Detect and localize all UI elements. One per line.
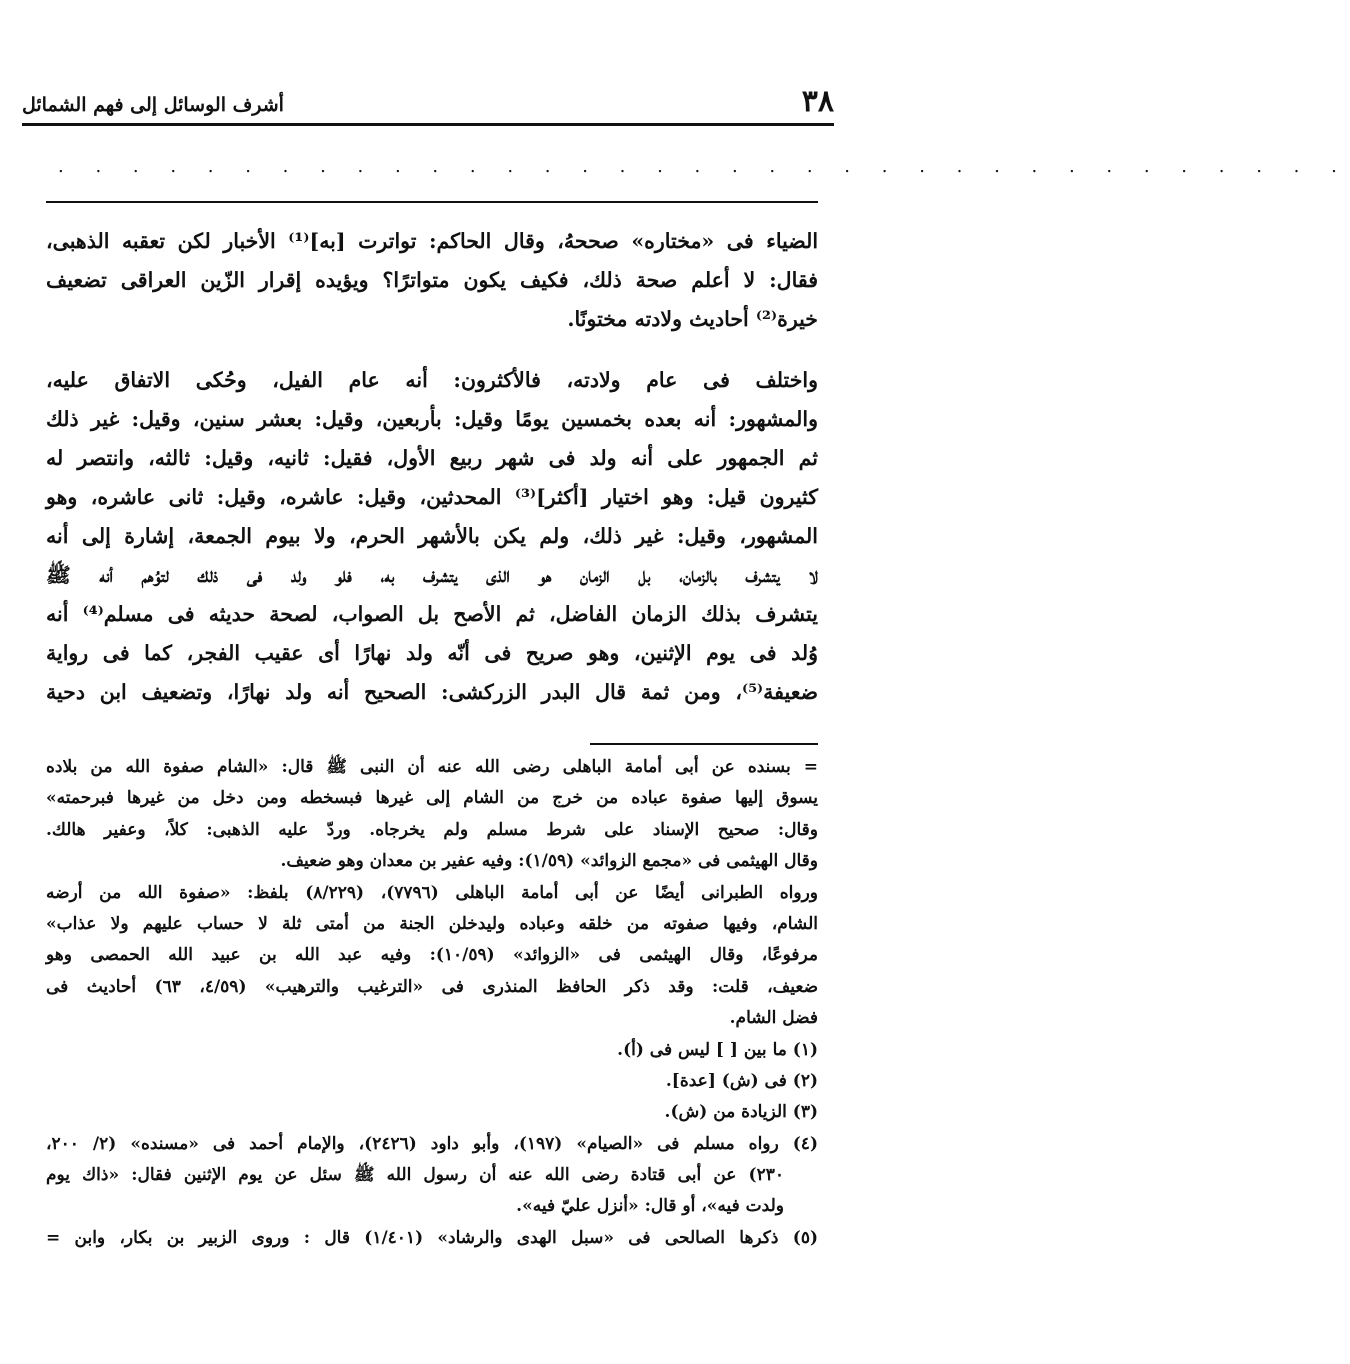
dotted-separator: . . . . . . . . . . . . . . . . . . . . . . . . . . . . . . . . . . . [58, 156, 1350, 177]
footnote-line: = بسنده عن أبى أمامة الباهلى رضى الله عنه أن النبى ﷺ قال: «الشام صفوة الله من بلاده [46, 757, 818, 777]
header-rule [22, 123, 834, 126]
text-line: لا يتشرف بالزمان، بل الزمان هو الذى يتشرف به، فلو ولد فى ذلك لتوُهم أنه ﷺ [46, 563, 818, 587]
text-line: ثم الجمهور على أنه ولد فى شهر ربيع الأول، فقيل: ثانيه، وقيل: ثالثه، وانتصر له [46, 446, 818, 470]
footnote-line: وقال: صحيح الإسناد على شرط مسلم ولم يخرجاه. وردّ عليه الذهبى: كلاً، وعفير هالك. [46, 819, 818, 840]
text-line: خيرة⁽²⁾ أحاديث ولادته مختونًا. [567, 307, 818, 331]
footnote-line: ورواه الطبرانى أيضًا عن أبى أمامة الباهلى (٧٧٩٦)، (٨/٢٢٩) بلفظ: «صفوة الله من أرضه [46, 882, 818, 903]
footnote-2: (٢) فى (ش) [عدة]. [665, 1070, 818, 1091]
footnote-line: يسوق إليها صفوة عباده من خرج من الشام إلى غيرها فبسخطه ومن دخل من غيرها فبرحمته» [46, 788, 818, 809]
text-line: واختلف فى عام ولادته، فالأكثرون: أنه عام الفيل، وحُكى الاتفاق عليه، [46, 368, 818, 392]
page-number: ٣٨ [801, 84, 834, 119]
body-top-rule [46, 201, 818, 203]
footnote-5: (٥) ذكرها الصالحى فى «سبل الهدى والرشاد» (١/٤٠١) قال : وروى الزبير بن بكار، وابن = [46, 1227, 818, 1248]
text-line: المشهور، وقيل: غير ذلك، ولم يكن بالأشهر الحرم، ولا بيوم الجمعة، إشارة إلى أنه [46, 524, 818, 548]
footnote-1: (١) ما بين [ ] ليس فى (أ). [617, 1039, 818, 1060]
page-header [22, 84, 834, 120]
footnote-4-line: ولدت فيه»، أو قال: «أنزل عليّ فيه». [516, 1196, 784, 1217]
text-line: الضياء فى «مختاره» صححهُ، وقال الحاكم: تواترت [به]⁽¹⁾ الأخبار لكن تعقبه الذهبى، [46, 229, 819, 253]
text-line: والمشهور: أنه بعده بخمسين يومًا وقيل: بأربعين، وقيل: بعشر سنين، وقيل: غير ذلك [46, 407, 818, 431]
footnote-line: فضل الشام. [729, 1008, 818, 1029]
running-title: أشرف الوسائل إلى فهم الشمائل [22, 94, 284, 116]
paragraph-1 [46, 222, 818, 339]
footnote-line: مرفوعًا، وقال الهيثمى فى «الزوائد» (١٠/٥٩): وفيه عبد الله بن عبيد الله الحمصى وهو [46, 945, 819, 966]
text-line: وُلد فى يوم الإثنين، وهو صريح فى أنّه ولد نهارًا أى عقيب الفجر، كما فى رواية [46, 641, 818, 665]
footnote-line: الشام، وفيها صفوته من خلقه وعباده وليدخلن الجنة من أمتى ثلة لا حساب عليهم ولا عذاب» [46, 913, 818, 934]
footnote-3: (٣) الزيادة من (ش). [664, 1102, 818, 1123]
text-line: يتشرف بذلك الزمان الفاضل، ثم الأصح بل الصواب، لصحة حديثه فى مسلم⁽⁴⁾ أنه [46, 602, 818, 626]
footnotes [46, 752, 818, 1254]
footnote-line: ضعيف، قلت: وقد ذكر الحافظ المنذرى فى «الترغيب والترهيب» (٤/٥٩، ٦٣) أحاديث فى [46, 976, 818, 997]
text-line: كثيرون قيل: وهو اختيار [أكثر]⁽³⁾ المحدثين، وقيل: عاشره، وقيل: ثانى عاشره، وهو [46, 485, 818, 509]
footnote-4-line: (٤) رواه مسلم فى «الصيام» (١٩٧)، وأبو داود (٢٤٢٦)، والإمام أحمد فى «مسنده» (٢/ ٢٠٠، [46, 1133, 818, 1154]
text-line: ضعيفة⁽⁵⁾، ومن ثمة قال البدر الزركشى: الصحيح أنه ولد نهارًا، وتضعيف ابن دحية [46, 680, 818, 704]
footnote-4-line: ٢٣٠) عن أبى قتادة رضى الله عنه أن رسول الله ﷺ سئل عن يوم الإثنين فقال: «ذاك يوم [46, 1165, 784, 1186]
footnote-rule [590, 743, 818, 745]
paragraph-2 [46, 361, 818, 712]
footnote-line: وقال الهيثمى فى «مجمع الزوائد» (١/٥٩): وفيه عفير بن معدان وهو ضعيف. [280, 851, 818, 872]
text-line: فقال: لا أعلم صحة ذلك، فكيف يكون متواترًا؟ ويؤيده إقرار الزّين العراقى تضعيف [46, 268, 818, 292]
